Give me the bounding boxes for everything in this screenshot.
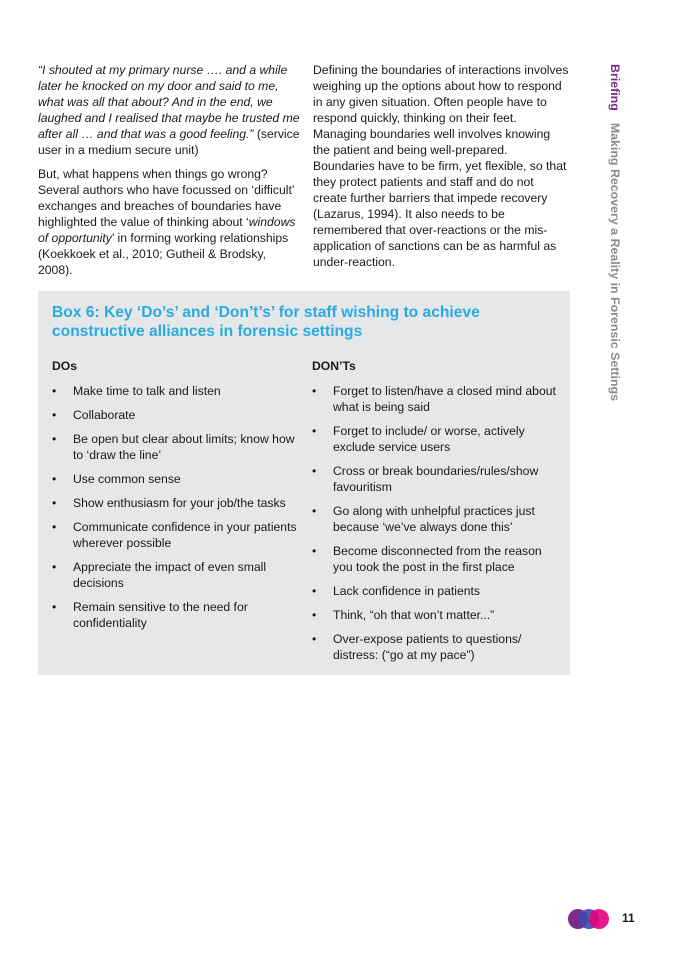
- body-text-start: But, what happens when things go wrong? Several authors who have focussed on ‘difficult’ exchanges and breaches of boundaries have highlighted the value of thinking about ‘: [38, 167, 295, 229]
- donts-item: • Lack confidence in patients: [312, 583, 556, 599]
- left-column: [38, 62, 300, 278]
- donts-item: • Become disconnected from the reason you took the post in the first place: [312, 543, 556, 575]
- dos-item: • Appreciate the impact of even small decisions: [52, 559, 298, 591]
- overlapping-circles-logo-icon: [567, 908, 611, 930]
- right-column: [313, 62, 569, 270]
- boundaries-paragraph: Defining the boundaries of interactions involves weighing up the options about how to respond in any given situation. Often people have to respond quickly, thinking on their feet. Managing boundaries well involves knowing the patient and being well-prepared. Boundaries have to be firm, yet flexible, so that they protect patients and staff and do not create further barriers that impede recovery (Lazarus, 1994). It also needs to be remembered that over-reactions or the mis-application of sanctions can be as harmful as under-reaction.: [313, 63, 569, 269]
- donts-list: [312, 383, 556, 663]
- dos-item: • Use common sense: [52, 471, 298, 487]
- donts-item: • Forget to include/ or worse, actively exclude service users: [312, 423, 556, 455]
- body-paragraph: [38, 166, 300, 278]
- donts-item: • Go along with unhelpful practices just because ‘we’ve always done this’: [312, 503, 556, 535]
- sidebar-briefing-label: Briefing: [608, 64, 622, 111]
- dos-item: • Be open but clear about limits; know how to ‘draw the line’: [52, 431, 298, 463]
- dos-item: • Remain sensitive to the need for confidentiality: [52, 599, 298, 631]
- quote-text: “I shouted at my primary nurse …. and a while later he knocked on my door and said to me, what was all that about? And in the end, we laughed and I realised that maybe he trusted me after all … and that was a good feeling.”: [38, 63, 300, 141]
- body-text-end: ’ in forming working relationships (Koekkoek et al., 2010; Gutheil & Brodsky, 2008).: [38, 231, 289, 277]
- body-text-emphasis: windows of opportunity: [38, 215, 296, 245]
- page-number: 11: [622, 911, 635, 925]
- dos-item: • Collaborate: [52, 407, 298, 423]
- donts-item: • Cross or break boundaries/rules/show favouritism: [312, 463, 556, 495]
- quote-paragraph: [38, 62, 300, 158]
- donts-column: [312, 358, 556, 671]
- donts-item: • Think, “oh that won’t matter...”: [312, 607, 556, 623]
- dos-item: • Show enthusiasm for your job/the tasks: [52, 495, 298, 511]
- donts-item: • Forget to listen/have a closed mind about what is being said: [312, 383, 556, 415]
- dos-item: • Make time to talk and listen: [52, 383, 298, 399]
- quote-source: (service user in a medium secure unit): [38, 127, 300, 157]
- box-6: [38, 291, 570, 675]
- dos-column: [52, 358, 298, 639]
- dos-item: • Communicate confidence in your patients wherever possible: [52, 519, 298, 551]
- sidebar-title: Making Recovery a Reality in Forensic Settings: [608, 122, 622, 402]
- sidebar-running-title: [602, 64, 622, 442]
- donts-heading: DON’Ts: [312, 359, 356, 373]
- box-title: Box 6: Key ‘Do’s’ and ‘Don’t’s’ for staff wishing to achieve constructive alliances in forensic settings: [52, 304, 480, 340]
- donts-item: • Over-expose patients to questions/ distress: (“go at my pace”): [312, 631, 556, 663]
- dos-heading: DOs: [52, 359, 78, 373]
- dos-list: [52, 383, 298, 631]
